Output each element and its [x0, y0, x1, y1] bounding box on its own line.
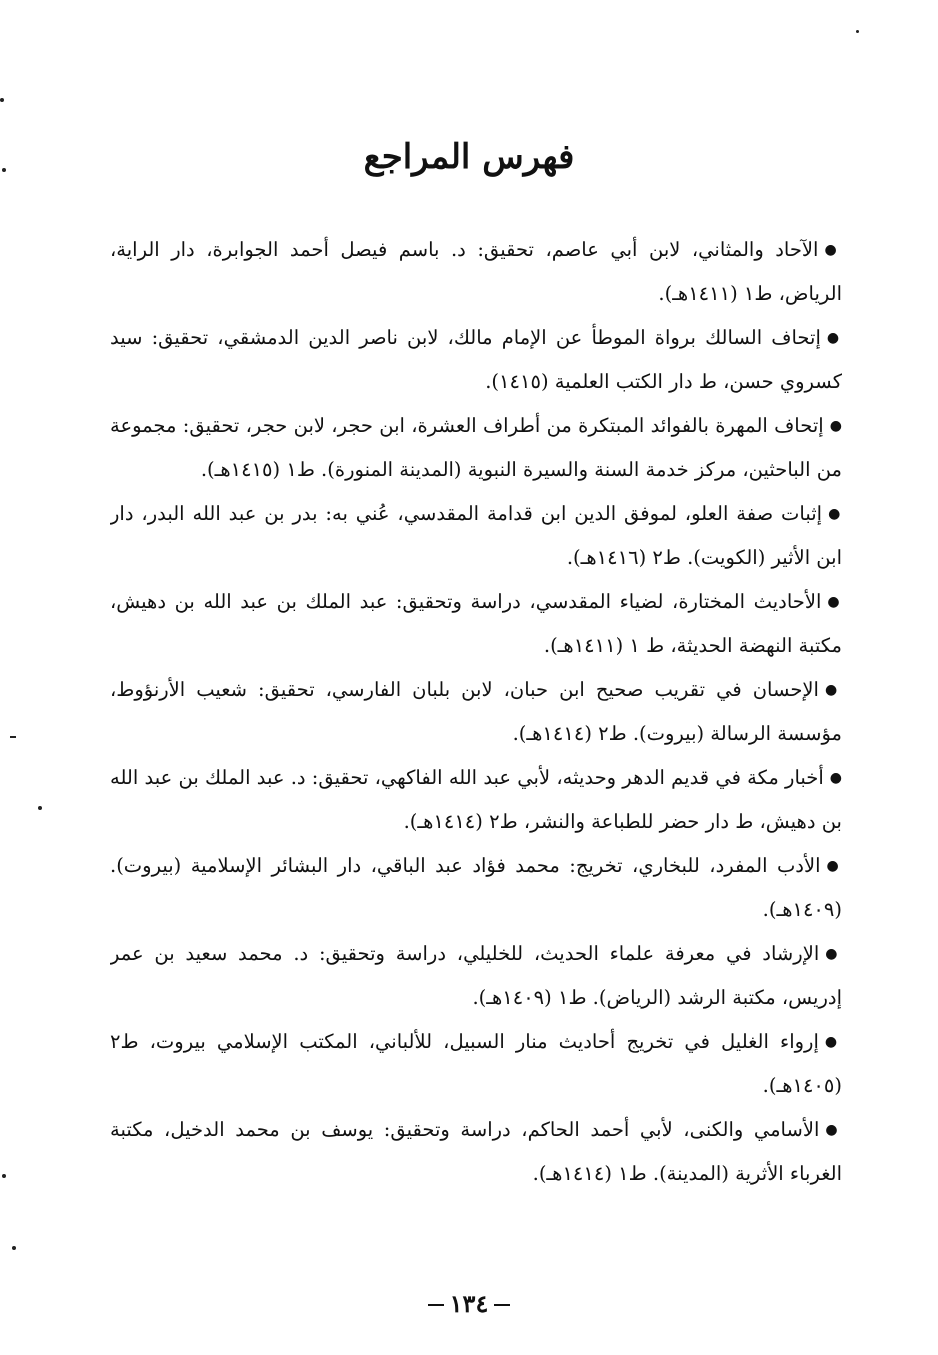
scan-speck: [856, 30, 859, 33]
bullet-icon: ●: [829, 418, 842, 434]
reference-entry: [110, 1020, 842, 1108]
dash-decoration: [494, 1304, 510, 1306]
reference-text: إتحاف السالك برواة الموطأ عن الإمام مالك، لابن ناصر الدين الدمشقي، تحقيق: سيد كسروي حسن، ط دار الكتب العلمية (١٤١٥).: [110, 326, 842, 393]
reference-text: إرواء الغليل في تخريج أحاديث منار السبيل، للألباني، المكتب الإسلامي بيروت، ط٢ (١٤٠٥هـ).: [110, 1030, 842, 1097]
reference-entry: [110, 668, 842, 756]
bullet-icon: ●: [826, 858, 842, 874]
scan-speck: [38, 806, 42, 810]
bullet-icon: ●: [826, 330, 842, 346]
reference-entry: [110, 756, 842, 844]
bullet-icon: ●: [824, 682, 842, 698]
scan-speck: [12, 1246, 16, 1250]
references-list: [110, 228, 842, 1196]
page-title: فهرس المراجع: [363, 137, 575, 177]
reference-text: الإرشاد في معرفة علماء الحديث، للخليلي، دراسة وتحقيق: د. محمد سعيد بن عمر إدريس، مكتبة الرشد (الرياض). ط١ (١٤٠٩هـ).: [110, 942, 842, 1009]
scan-speck: [2, 1174, 6, 1178]
bullet-icon: ●: [825, 946, 842, 962]
page-number-text: ١٣٤: [449, 1289, 489, 1318]
bullet-icon: ●: [824, 1034, 842, 1050]
bullet-icon: ●: [824, 242, 842, 258]
reference-entry: [110, 932, 842, 1020]
dash-decoration: [428, 1304, 444, 1306]
reference-text: إتحاف المهرة بالفوائد المبتكرة من أطراف العشرة، ابن حجر، لابن حجر، تحقيق: مجموعة من الباحثين، مركز خدمة السنة والسيرة النبوية (المدينة المنورة). ط١ (١٤١٥هـ).: [110, 414, 842, 481]
reference-text: الأسامي والكنى، لأبي أحمد الحاكم، دراسة وتحقيق: يوسف بن محمد الدخيل، مكتبة الغرباء الأثرية (المدينة). ط١ (١٤١٤هـ).: [110, 1118, 842, 1185]
reference-entry: [110, 580, 842, 668]
reference-text: الآحاد والمثاني، لابن أبي عاصم، تحقيق: د. باسم فيصل أحمد الجوابرة، دار الراية، الرياض، ط١ (١٤١١هـ).: [110, 238, 842, 305]
reference-entry: [110, 1108, 842, 1196]
scan-speck: [0, 98, 4, 102]
reference-text: أخبار مكة في قديم الدهر وحديثه، لأبي عبد الله الفاكهي، تحقيق: د. عبد الملك بن عبد الله بن دهيش، ط دار حضر للطباعة والنشر، ط٢ (١٤١٤هـ).: [110, 766, 842, 833]
reference-entry: [110, 404, 842, 492]
reference-text: الأدب المفرد، للبخاري، تخريج: محمد فؤاد عبد الباقي، دار البشائر الإسلامية (بيروت). (١٤٠٩هـ).: [110, 854, 842, 921]
bullet-icon: ●: [828, 506, 842, 522]
reference-entry: [110, 228, 842, 316]
reference-text: الأحاديث المختارة، لضياء المقدسي، دراسة وتحقيق: عبد الملك بن عبد الله بن دهيش، مكتبة النهضة الحديثة، ط ١ (١٤١١هـ).: [110, 590, 842, 657]
reference-text: الإحسان في تقريب صحيح ابن حبان، لابن بلبان الفارسي، تحقيق: شعيب الأرنؤوط، مؤسسة الرسالة (بيروت). ط٢ (١٤١٤هـ).: [110, 678, 842, 745]
reference-text: إثبات صفة العلو، لموفق الدين ابن قدامة المقدسي، عُني به: بدر بن عبد الله البدر، دار ابن الأثير (الكويت). ط٢ (١٤١٦هـ).: [110, 502, 842, 569]
bullet-icon: ●: [829, 770, 842, 786]
page-number: [0, 1284, 938, 1324]
scan-speck: [10, 736, 16, 738]
bullet-icon: ●: [825, 1122, 842, 1138]
bullet-icon: ●: [827, 594, 842, 610]
reference-entry: [110, 316, 842, 404]
reference-entry: [110, 492, 842, 580]
reference-entry: [110, 844, 842, 932]
